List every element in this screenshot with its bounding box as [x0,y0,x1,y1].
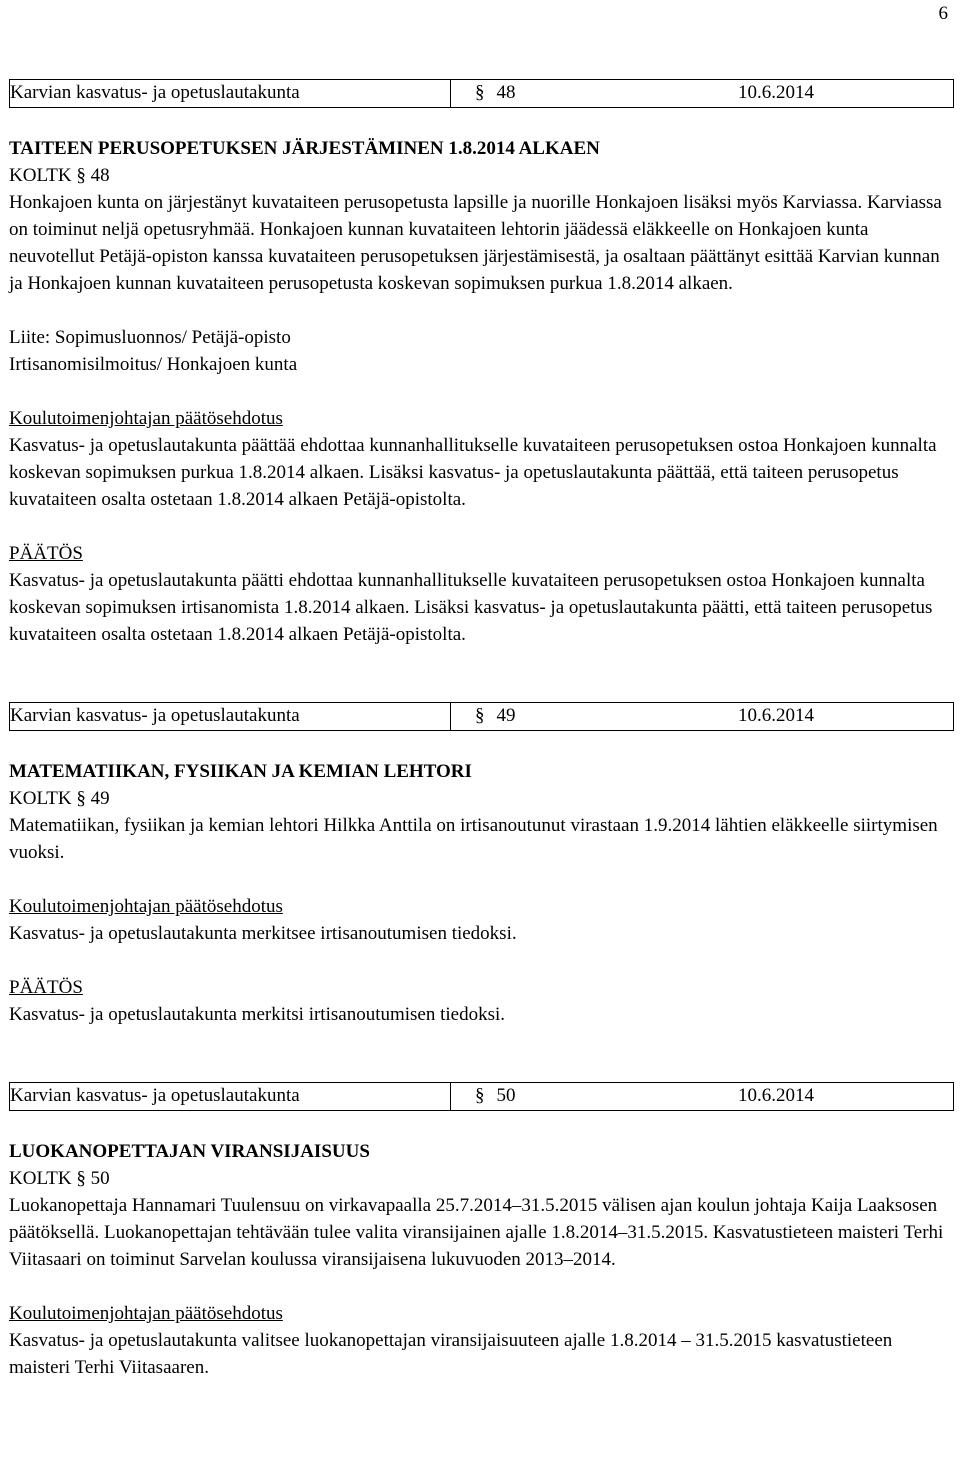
section-ref: KOLTK § 50 [9,1168,110,1189]
proposal-heading: Koulutoimenjohtajan päätösehdotus [9,896,283,917]
section-header [9,702,954,731]
section-body: Honkajoen kunta on järjestänyt kuvataiteen perusopetusta lapsille ja nuorille Honkajoen lisäksi myös Karviassa. Karviassa on toiminut neljä opetusryhmää. Honkajoen kunnan kuvataiteen lehtorin jäädessä eläkkeelle on Honkajoen kunta neuvotellut Petäjä-opiston kanssa kuvataiteen perusopetuksen järjestämisestä, ja osaltaan päättänyt esittää Karvian kunnan ja Honkajoen kunnan kuvataiteen perusopetusta koskevan sopimuksen purkua 1.8.2014 alkaen. [9,192,942,294]
section-title: TAITEEN PERUSOPETUKSEN JÄRJESTÄMINEN 1.8.2014 ALKAEN [9,138,600,159]
section-title: MATEMATIIKAN, FYSIIKAN JA KEMIAN LEHTORI [9,761,472,782]
decision-heading: PÄÄTÖS [9,977,83,998]
proposal-text: Kasvatus- ja opetuslautakunta valitsee luokanopettajan viransijaisuuteen ajalle 1.8.2014 – 31.5.2015 kasvatustieteen maisteri Terhi Viitasaaren. [9,1330,893,1378]
committee-name: Karvian kasvatus- ja opetuslautakunta [10,1085,300,1106]
section-header [9,1082,954,1111]
meeting-date: 10.6.2014 [738,1085,814,1106]
decision-text: Kasvatus- ja opetuslautakunta päätti ehdottaa kunnanhallitukselle kuvataiteen perusopetuksen ostoa Honkajoen kunnalta koskevan sopimuksen irtisanomista 1.8.2014 alkaen. Lisäksi kasvatus- ja opetuslautakunta päätti, että taiteen perusopetus kuvataiteen osalta ostetaan 1.8.2014 alkaen Petäjä-opistolta. [9,570,933,645]
section-title: LUOKANOPETTAJAN VIRANSIJAISUUS [9,1141,370,1162]
decision-heading: PÄÄTÖS [9,543,83,564]
meeting-date: 10.6.2014 [738,82,814,103]
page-number: 6 [938,3,948,24]
section-body: Matematiikan, fysiikan ja kemian lehtori Hilkka Anttila on irtisanoutunut virastaan 1.9.2014 lähtien eläkkeelle siirtymisen vuoksi. [9,815,938,863]
section-header [9,79,954,108]
attachment-line: Liite: Sopimusluonnos/ Petäjä-opisto [9,327,291,348]
section-ref: KOLTK § 49 [9,788,110,809]
proposal-heading: Koulutoimenjohtajan päätösehdotus [9,1303,283,1324]
section-ref: KOLTK § 48 [9,165,110,186]
committee-name: Karvian kasvatus- ja opetuslautakunta [10,705,300,726]
section-number: § 49 [450,703,738,730]
section-number: § 50 [450,1083,738,1110]
meeting-date: 10.6.2014 [738,705,814,726]
decision-text: Kasvatus- ja opetuslautakunta merkitsi irtisanoutumisen tiedoksi. [9,1004,506,1025]
attachment-line: Irtisanomisilmoitus/ Honkajoen kunta [9,354,298,375]
section-number: § 48 [450,80,738,107]
proposal-text: Kasvatus- ja opetuslautakunta päättää ehdottaa kunnanhallitukselle kuvataiteen perusopetuksen ostoa Honkajoen kunnalta koskevan sopimuksen purkua 1.8.2014 alkaen. Lisäksi kasvatus- ja opetuslautakunta päättää, että taiteen perusopetus kuvataiteen osalta ostetaan 1.8.2014 alkaen Petäjä-opistolta. [9,435,937,510]
section-body: Luokanopettaja Hannamari Tuulensuu on virkavapaalla 25.7.2014–31.5.2015 välisen ajan koulun johtaja Kaija Laaksosen päätöksellä. Luokanopettajan tehtävään tulee valita viransijainen ajalle 1.8.2014–31.5.2015. Kasvatustieteen maisteri Terhi Viitasaari on toiminut Sarvelan koulussa viransijaisena lukuvuoden 2013–2014. [9,1195,944,1270]
document-body [9,79,954,1381]
proposal-text: Kasvatus- ja opetuslautakunta merkitsee irtisanoutumisen tiedoksi. [9,923,517,944]
proposal-heading: Koulutoimenjohtajan päätösehdotus [9,408,283,429]
committee-name: Karvian kasvatus- ja opetuslautakunta [10,82,300,103]
